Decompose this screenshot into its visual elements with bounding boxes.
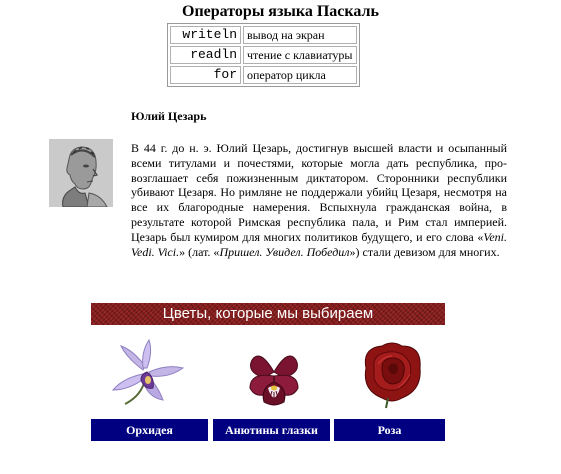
pansy-image xyxy=(234,338,314,410)
rose-image xyxy=(352,338,432,410)
keyword-cell: for xyxy=(170,66,241,84)
table-row xyxy=(170,46,357,64)
biography-text-intro: В 44 г. до н. э. Юлий Цезарь, достигнув высшей власти и осыпанный всеми титулами и почестями, которые могла дать республика, про-возглашает себя пожизненным диктатором. Сторонники республики убивают Цезаря. Но римляне не поддержали убийц Цезаря, несмотря на все их благородные намерения. Вспыхнула гражданская война, в результате которой Римская республика пала, и Рим стал империей. Цезарь был кумиром для многих политиков будущего, и его слова « xyxy=(131,141,507,244)
pascal-table-title: Операторы языка Паскаль xyxy=(182,3,379,20)
latin-quote: Veni. Vedi. Vici. xyxy=(131,229,507,259)
rose-button[interactable]: Роза xyxy=(334,419,445,441)
pascal-operators-table xyxy=(167,23,360,87)
keyword-cell: readln xyxy=(170,46,241,64)
keyword-cell: writeln xyxy=(170,26,241,44)
orchid-image xyxy=(107,338,187,410)
description-cell: вывод на экран xyxy=(243,26,357,44)
caesar-biography-text xyxy=(131,141,507,259)
caesar-portrait-image xyxy=(49,139,113,207)
table-row xyxy=(170,66,357,84)
description-cell: оператор цикла xyxy=(243,66,357,84)
biography-text-middle: » (лат. « xyxy=(179,244,220,259)
description-cell: чтение с клавиатуры xyxy=(243,46,357,64)
caesar-heading: Юлий Цезарь xyxy=(131,109,207,123)
flowers-banner: Цветы, которые мы выбираем xyxy=(91,303,445,325)
russian-quote: Пришел. Увидел. Победил xyxy=(219,244,350,259)
orchid-button[interactable]: Орхидея xyxy=(91,419,208,441)
biography-text-end: ») стали девизом для многих. xyxy=(349,244,500,259)
table-row xyxy=(170,26,357,44)
pansy-button[interactable]: Анютины глазки xyxy=(213,419,330,441)
